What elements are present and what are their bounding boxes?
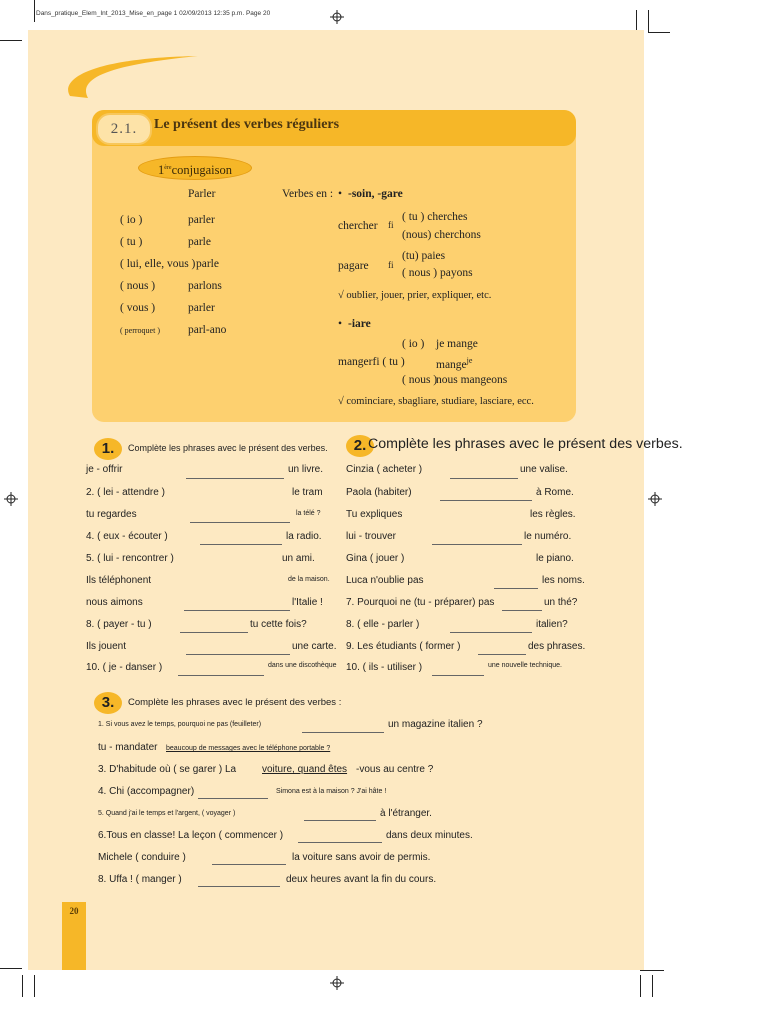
- answer-blank[interactable]: [212, 864, 286, 865]
- decorative-swoosh: [58, 50, 208, 100]
- conj-word: conjugaison: [171, 163, 232, 178]
- exercise-1-instruction: Complète les phrases avec le présent des verbes.: [128, 443, 328, 453]
- conjugated-form: (tu) paies: [402, 250, 446, 262]
- answer-blank[interactable]: [184, 610, 290, 611]
- exercise-2-number: 2.: [346, 435, 374, 457]
- sentence-start: 5. ( lui - rencontrer ): [86, 553, 174, 564]
- answer-blank[interactable]: [200, 544, 282, 545]
- sentence-start: Gina ( jouer ): [346, 553, 405, 564]
- arrow-icon: fi: [388, 260, 394, 270]
- registration-mark-icon: [330, 10, 344, 24]
- sentence-end: la voiture sans avoir de permis.: [292, 852, 431, 863]
- sentence-start: je - offrir: [86, 464, 123, 475]
- sentence-end: à l'étranger.: [380, 808, 432, 819]
- verb-example: chercher: [338, 220, 378, 232]
- answer-blank[interactable]: [178, 675, 264, 676]
- exercise-3-number: 3.: [94, 692, 122, 714]
- sentence-start: Tu expliques: [346, 509, 403, 520]
- exercise-3-instruction: Complète les phrases avec le présent des verbes :: [128, 697, 342, 708]
- answer-blank[interactable]: [494, 588, 538, 589]
- form-sup: je: [466, 356, 473, 365]
- conjugated-form: ( nous ) payons: [402, 267, 473, 279]
- sentence-end: dans deux minutes.: [386, 830, 473, 841]
- printer-slug: Dans_pratique_Elem_Int_2013_Mise_en_page 1 02/09/2013 12:35 p.m. Page 20: [36, 10, 271, 17]
- sentence-start: 9. Les étudiants ( former ): [346, 641, 461, 652]
- crop-mark: [648, 32, 670, 33]
- registration-mark-icon: [4, 492, 18, 506]
- exercise-1-number: 1.: [94, 438, 122, 460]
- sentence-end: le tram: [292, 487, 323, 498]
- sentence-start: tu - mandater: [98, 742, 158, 753]
- sentence-start: 8. Uffa ! ( manger ): [98, 874, 182, 885]
- conjugated-form: (nous) cherchons: [402, 229, 481, 241]
- answer-blank[interactable]: [180, 632, 248, 633]
- sentence-end: de la maison.: [288, 576, 330, 583]
- sentence-start: nous aimons: [86, 597, 143, 608]
- exercise-2-instruction: Complète les phrases avec le présent des verbes.: [368, 436, 683, 452]
- page-number-tab: [62, 902, 86, 970]
- conjugated-form: parler: [188, 302, 215, 314]
- crop-mark: [640, 970, 664, 971]
- sentence-end: à Rome.: [536, 487, 574, 498]
- sentence-start: Michele ( conduire ): [98, 852, 186, 863]
- conjugated-form: parle: [196, 258, 219, 270]
- verb-list: √ cominciare, sbagliare, studiare, lasciare, ecc.: [338, 396, 534, 407]
- conjugated-form: parle: [188, 236, 211, 248]
- arrow-icon: fi: [388, 220, 394, 230]
- crop-mark: [640, 975, 641, 997]
- sentence-start: 8. ( elle - parler ): [346, 619, 420, 630]
- answer-blank[interactable]: [304, 820, 376, 821]
- sentence-end: deux heures avant la fin du cours.: [286, 874, 437, 885]
- crop-mark: [34, 0, 35, 22]
- sentence-start: tu regardes: [86, 509, 137, 520]
- sentence-end: un magazine italien ?: [388, 719, 483, 730]
- sentence-start: 8. ( payer - tu ): [86, 619, 152, 630]
- sentence-end: un thé?: [544, 597, 578, 608]
- sentence-start: 6.Tous en classe! La leçon ( commencer ): [98, 830, 284, 841]
- section-title: Le présent des verbes réguliers: [154, 117, 340, 132]
- ending-group: -soin, -gare: [348, 188, 403, 200]
- sentence-start: Luca n'oublie pas: [346, 575, 424, 586]
- sentence-end: les règles.: [530, 509, 576, 520]
- conjugated-form: parlons: [188, 280, 222, 292]
- sentence-underlined: voiture, quand êtes: [262, 764, 348, 775]
- answer-blank[interactable]: [198, 798, 268, 799]
- sentence-end: une valise.: [520, 464, 568, 475]
- sentence-end: une carte.: [292, 641, 337, 652]
- sentence-end: -vous au centre ?: [356, 764, 434, 775]
- sentence-end: dans une discothèque: [268, 662, 337, 669]
- sentence-start: 2. ( lei - attendre ): [86, 487, 165, 498]
- crop-mark: [0, 968, 22, 969]
- answer-blank[interactable]: [302, 732, 384, 733]
- answer-blank[interactable]: [450, 478, 518, 479]
- crop-mark: [636, 10, 637, 32]
- bullet-icon: •: [338, 188, 343, 200]
- registration-mark-icon: [648, 492, 662, 506]
- sentence-end: Simona est à la maison ? J'ai hâte !: [276, 788, 387, 795]
- sentence-start: 10. ( je - danser ): [86, 662, 163, 673]
- sentence-end: le piano.: [536, 553, 574, 564]
- sentence-start: 5. Quand j'ai le temps et l'argent, ( voyager ): [98, 810, 236, 817]
- sentence-end: une nouvelle technique.: [488, 662, 562, 669]
- sentence-end: la télé ?: [296, 510, 321, 517]
- verbes-en-label: Verbes en :: [282, 188, 334, 200]
- sentence-start: 4. Chi (accompagner): [98, 786, 195, 797]
- sentence-end: un ami.: [282, 553, 315, 564]
- sentence-end: beaucoup de messages avec le téléphone portable ?: [166, 745, 331, 752]
- conjugated-form: parler: [188, 214, 215, 226]
- section-number: 2.1.: [96, 113, 152, 145]
- pronoun: ( vous ): [120, 302, 156, 314]
- sentence-end: les noms.: [542, 575, 585, 586]
- answer-blank[interactable]: [440, 500, 532, 501]
- verb-list: √ oublier, jouer, prier, expliquer, etc.: [338, 290, 492, 301]
- crop-mark: [34, 975, 35, 997]
- sentence-end: la radio.: [286, 531, 322, 542]
- answer-blank[interactable]: [190, 522, 290, 523]
- ending-group: -iare: [348, 318, 371, 330]
- conj-number: 1: [158, 163, 165, 178]
- sentence-end: l'Italie !: [292, 597, 323, 608]
- verb-example: mangerfi ( tu ): [338, 356, 405, 368]
- sentence-start: Ils jouent: [86, 641, 127, 652]
- sentence-start: 3. D'habitude où ( se garer ) La: [98, 764, 237, 775]
- conjugated-form: [436, 356, 472, 371]
- sentence-start: 1. Si vous avez le temps, pourquoi ne pas (feuilleter): [98, 721, 262, 728]
- pronoun: ( tu ): [120, 236, 143, 248]
- sentence-end: italien?: [536, 619, 568, 630]
- pronoun: ( nous ): [402, 374, 438, 386]
- crop-mark: [22, 975, 23, 997]
- sentence-end: tu cette fois?: [250, 619, 307, 630]
- bullet-icon: •: [338, 318, 343, 330]
- answer-blank[interactable]: [186, 654, 290, 655]
- conjugated-form: nous mangeons: [436, 374, 508, 386]
- sentence-start: 4. ( eux - écouter ): [86, 531, 168, 542]
- pronoun: ( io ): [120, 214, 143, 226]
- form-text: mange: [436, 358, 467, 371]
- pronoun: ( perroquet ): [120, 326, 160, 335]
- sentence-end: des phrases.: [528, 641, 586, 652]
- answer-blank[interactable]: [432, 675, 484, 676]
- sentence-start: Paola (habiter): [346, 487, 412, 498]
- sentence-start: Cinzia ( acheter ): [346, 464, 423, 475]
- crop-mark: [652, 975, 653, 997]
- registration-mark-icon: [330, 976, 344, 990]
- answer-blank[interactable]: [432, 544, 522, 545]
- page-number: 20: [69, 906, 79, 916]
- sentence-start: Ils téléphonent: [86, 575, 152, 586]
- pronoun: ( lui, elle, vous ): [120, 258, 196, 270]
- conjugated-form: je mange: [436, 338, 478, 350]
- answer-blank[interactable]: [298, 842, 382, 843]
- answer-blank[interactable]: [198, 886, 280, 887]
- answer-blank[interactable]: [502, 610, 542, 611]
- sentence-start: 7. Pourquoi ne (tu - préparer) pas: [346, 597, 495, 608]
- crop-mark: [648, 10, 649, 32]
- answer-blank[interactable]: [186, 478, 284, 479]
- answer-blank[interactable]: [450, 632, 532, 633]
- verb-example: pagare: [338, 260, 369, 272]
- sentence-start: 10. ( ils - utiliser ): [346, 662, 423, 673]
- pronoun: ( io ): [402, 338, 425, 350]
- pronoun: ( nous ): [120, 280, 156, 292]
- conjugation-label: [138, 156, 252, 180]
- sentence-end: le numéro.: [524, 531, 572, 542]
- sentence-end: un livre.: [288, 464, 324, 475]
- conjugated-form: ( tu ) cherches: [402, 211, 468, 223]
- answer-blank[interactable]: [478, 654, 526, 655]
- sentence-start: lui - trouver: [346, 531, 397, 542]
- conj-sup: ère: [164, 165, 172, 171]
- verb-header: Parler: [188, 188, 216, 200]
- crop-mark: [0, 40, 22, 41]
- conjugated-form: parl-ano: [188, 324, 227, 336]
